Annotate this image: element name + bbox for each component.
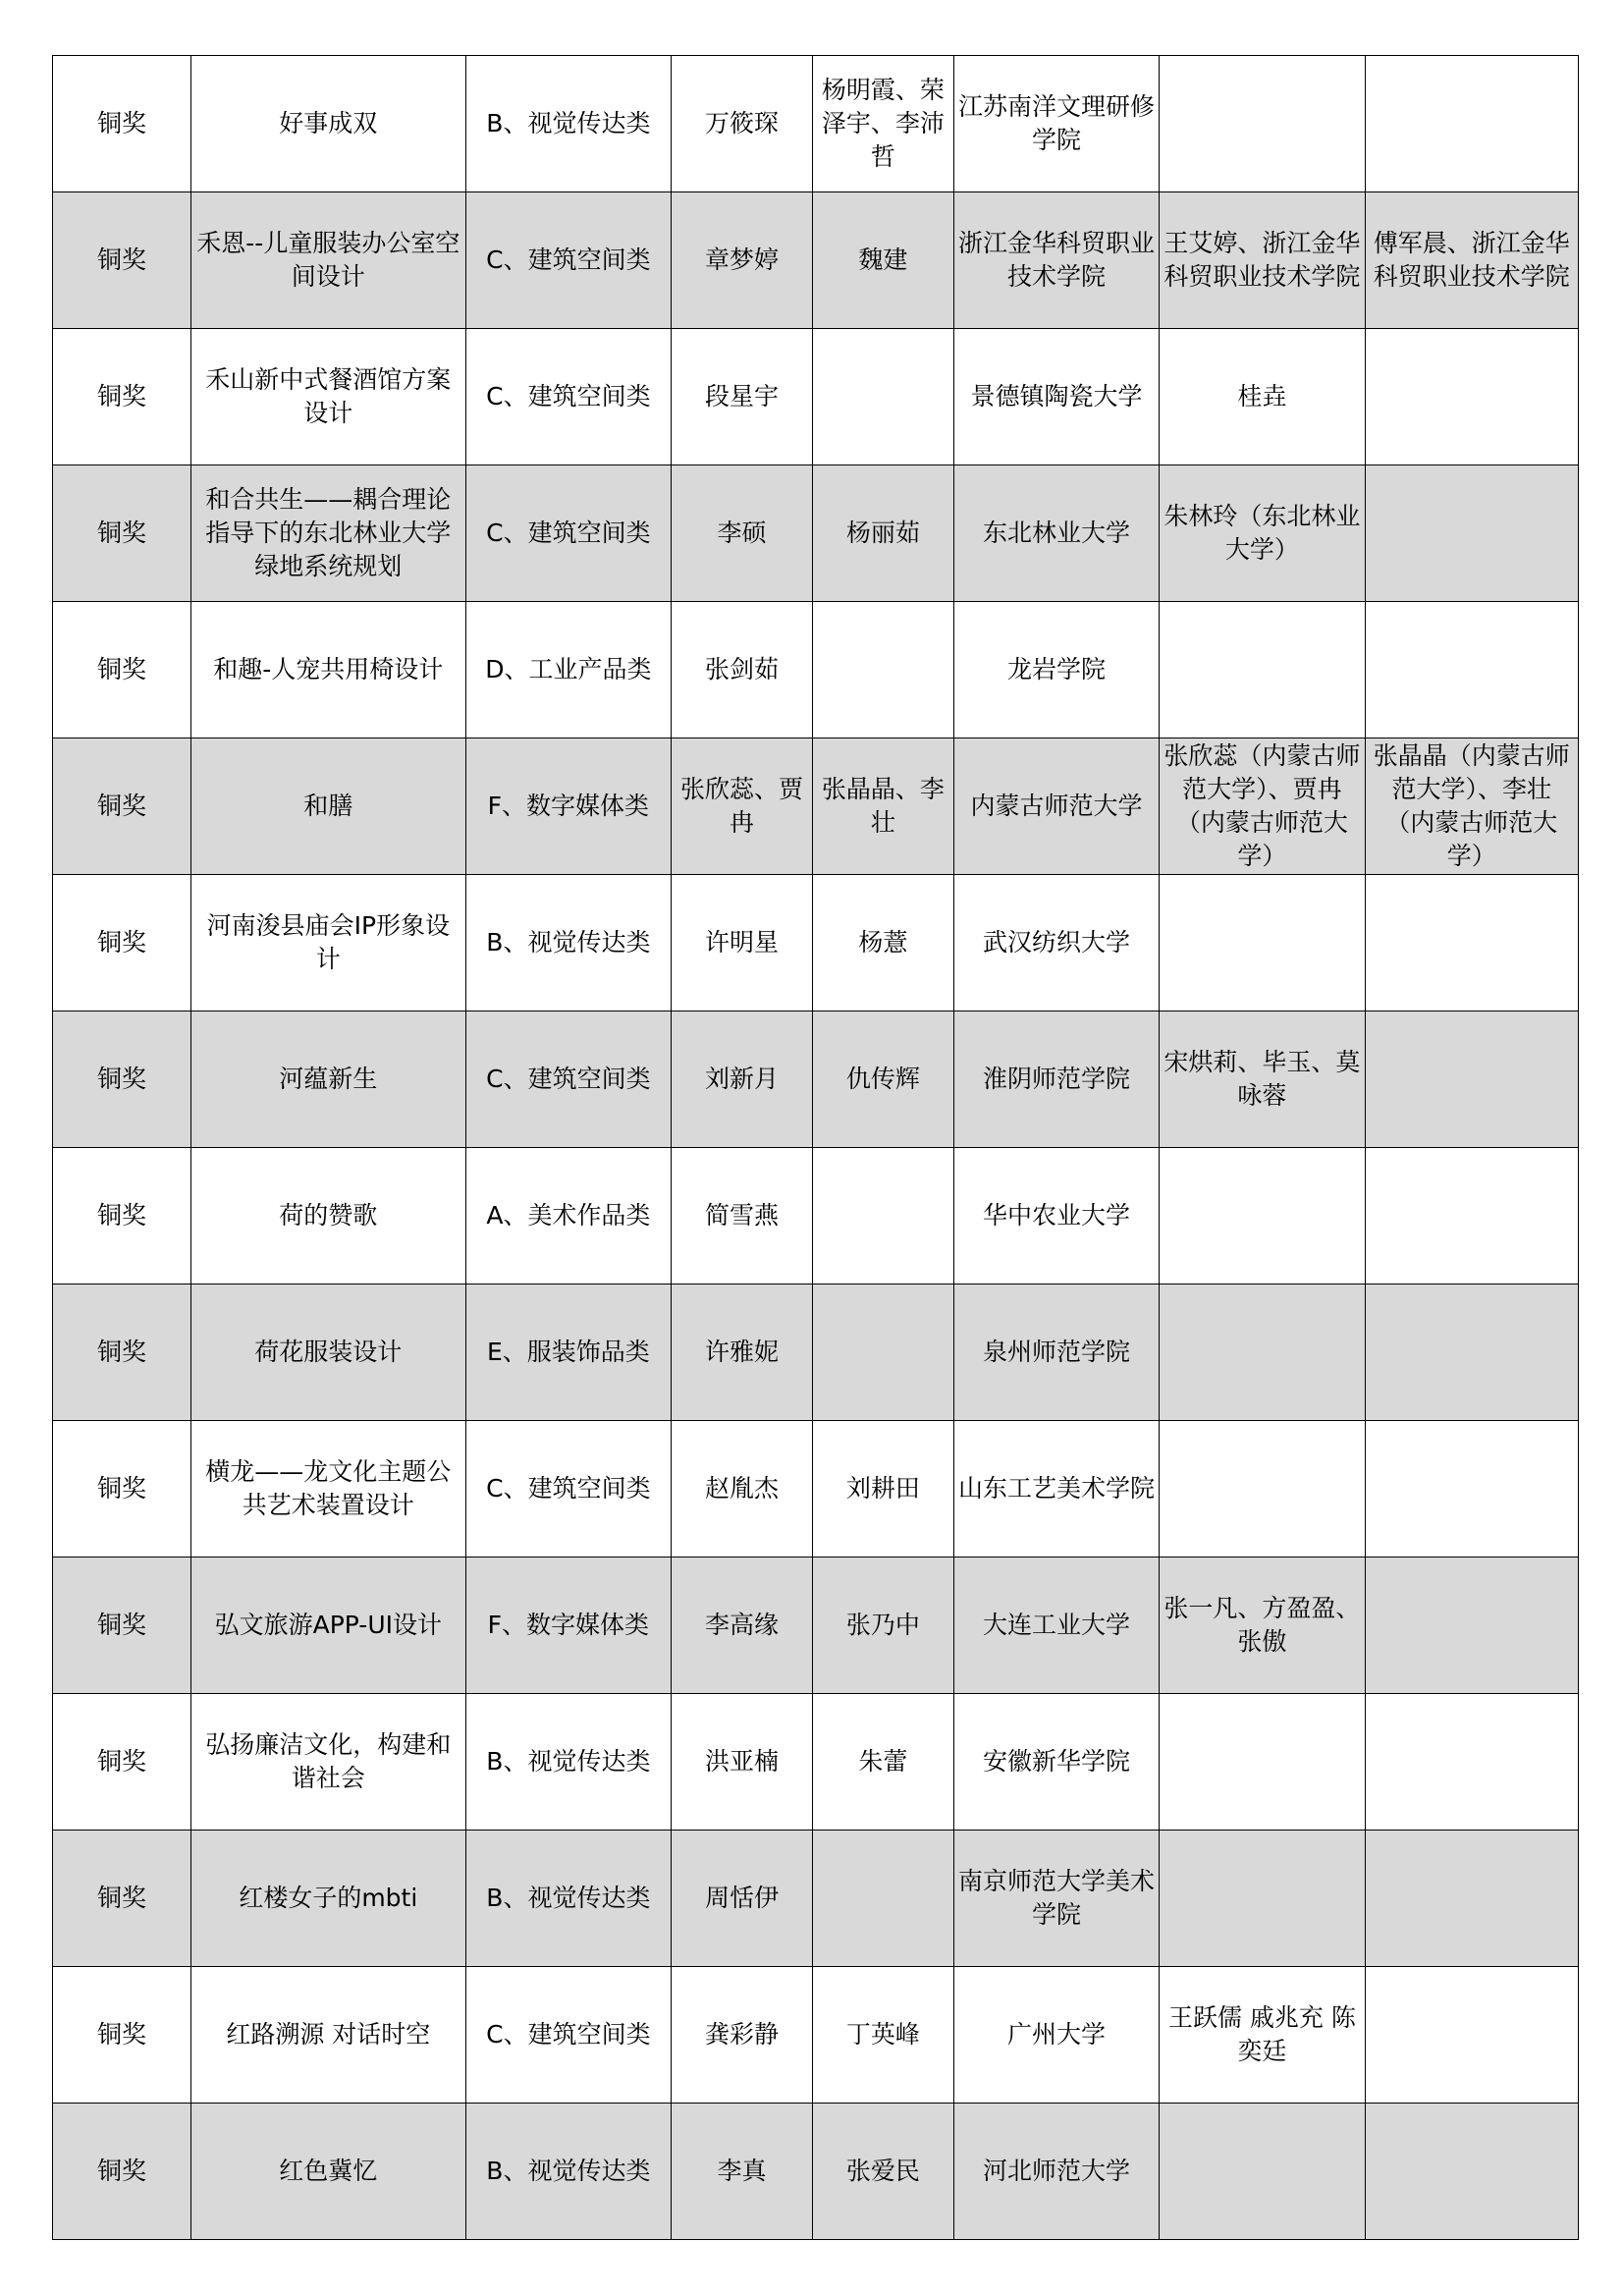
category-cell: B、视觉传达类 (465, 1694, 671, 1831)
category-cell: B、视觉传达类 (465, 2104, 671, 2240)
author-cell: 段星宇 (672, 329, 813, 465)
advisor1-cell (1160, 1694, 1365, 1831)
advisor1-cell: 朱林玲（东北林业大学） (1160, 465, 1365, 602)
school-cell: 广州大学 (953, 1967, 1159, 2104)
author-cell: 章梦婷 (672, 192, 813, 329)
award-cell: 铜奖 (53, 1285, 191, 1421)
table-row (53, 1558, 1579, 1694)
advisor2-cell (1365, 465, 1578, 602)
title-cell: 横龙——龙文化主题公共艺术装置设计 (190, 1421, 465, 1558)
title-cell: 河蕴新生 (190, 1011, 465, 1148)
award-cell: 铜奖 (53, 875, 191, 1011)
category-cell: B、视觉传达类 (465, 1831, 671, 1967)
school-cell: 内蒙古师范大学 (953, 738, 1159, 875)
category-cell: B、视觉传达类 (465, 875, 671, 1011)
advisor2-cell (1365, 875, 1578, 1011)
coauthors-cell: 张乃中 (812, 1558, 953, 1694)
advisor2-cell (1365, 1148, 1578, 1285)
school-cell: 泉州师范学院 (953, 1285, 1159, 1421)
school-cell: 武汉纺织大学 (953, 875, 1159, 1011)
advisor1-cell (1160, 1421, 1365, 1558)
author-cell: 简雪燕 (672, 1148, 813, 1285)
table-row (53, 329, 1579, 465)
author-cell: 洪亚楠 (672, 1694, 813, 1831)
award-cell: 铜奖 (53, 738, 191, 875)
table-row (53, 1694, 1579, 1831)
table-row (53, 738, 1579, 875)
coauthors-cell: 刘耕田 (812, 1421, 953, 1558)
school-cell: 淮阴师范学院 (953, 1011, 1159, 1148)
table-row (53, 602, 1579, 738)
advisor1-cell (1160, 602, 1365, 738)
coauthors-cell (812, 1285, 953, 1421)
title-cell: 荷花服装设计 (190, 1285, 465, 1421)
award-cell: 铜奖 (53, 602, 191, 738)
school-cell: 浙江金华科贸职业技术学院 (953, 192, 1159, 329)
advisor1-cell (1160, 1148, 1365, 1285)
advisor2-cell (1365, 1011, 1578, 1148)
category-cell: A、美术作品类 (465, 1148, 671, 1285)
author-cell: 刘新月 (672, 1011, 813, 1148)
title-cell: 和合共生——耦合理论指导下的东北林业大学绿地系统规划 (190, 465, 465, 602)
awards-table-body (53, 56, 1579, 2240)
author-cell: 李硕 (672, 465, 813, 602)
category-cell: C、建筑空间类 (465, 1421, 671, 1558)
award-cell: 铜奖 (53, 465, 191, 602)
author-cell: 张欣蕊、贾冉 (672, 738, 813, 875)
title-cell: 弘扬廉洁文化，构建和谐社会 (190, 1694, 465, 1831)
title-cell: 红楼女子的mbti (190, 1831, 465, 1967)
advisor2-cell (1365, 1285, 1578, 1421)
title-cell: 弘文旅游APP-UI设计 (190, 1558, 465, 1694)
advisor1-cell (1160, 1831, 1365, 1967)
category-cell: C、建筑空间类 (465, 1967, 671, 2104)
title-cell: 好事成双 (190, 56, 465, 192)
advisor1-cell (1160, 2104, 1365, 2240)
table-row (53, 1967, 1579, 2104)
category-cell: F、数字媒体类 (465, 1558, 671, 1694)
coauthors-cell: 杨明霞、荣泽宇、李沛哲 (812, 56, 953, 192)
author-cell: 许雅妮 (672, 1285, 813, 1421)
advisor2-cell (1365, 1967, 1578, 2104)
table-row (53, 1148, 1579, 1285)
category-cell: B、视觉传达类 (465, 56, 671, 192)
school-cell: 龙岩学院 (953, 602, 1159, 738)
author-cell: 李高缘 (672, 1558, 813, 1694)
title-cell: 和趣-人宠共用椅设计 (190, 602, 465, 738)
advisor2-cell (1365, 56, 1578, 192)
title-cell: 禾山新中式餐酒馆方案设计 (190, 329, 465, 465)
author-cell: 李真 (672, 2104, 813, 2240)
author-cell: 张剑茹 (672, 602, 813, 738)
table-row (53, 192, 1579, 329)
awards-sheet (52, 55, 1579, 2240)
award-cell: 铜奖 (53, 1421, 191, 1558)
category-cell: C、建筑空间类 (465, 1011, 671, 1148)
title-cell: 红路溯源 对话时空 (190, 1967, 465, 2104)
title-cell: 河南浚县庙会IP形象设计 (190, 875, 465, 1011)
advisor2-cell (1365, 1558, 1578, 1694)
title-cell: 禾恩--儿童服装办公室空间设计 (190, 192, 465, 329)
school-cell: 大连工业大学 (953, 1558, 1159, 1694)
school-cell: 南京师范大学美术学院 (953, 1831, 1159, 1967)
category-cell: E、服装饰品类 (465, 1285, 671, 1421)
school-cell: 景德镇陶瓷大学 (953, 329, 1159, 465)
award-cell: 铜奖 (53, 1148, 191, 1285)
advisor1-cell (1160, 1285, 1365, 1421)
award-cell: 铜奖 (53, 1694, 191, 1831)
coauthors-cell (812, 1148, 953, 1285)
advisor1-cell: 宋烘莉、毕玉、莫咏蓉 (1160, 1011, 1365, 1148)
advisor2-cell (1365, 1694, 1578, 1831)
category-cell: C、建筑空间类 (465, 465, 671, 602)
coauthors-cell: 杨薏 (812, 875, 953, 1011)
coauthors-cell: 张爱民 (812, 2104, 953, 2240)
advisor2-cell: 张晶晶（内蒙古师范大学）、李壮（内蒙古师范大学） (1365, 738, 1578, 875)
category-cell: D、工业产品类 (465, 602, 671, 738)
advisor1-cell: 桂垚 (1160, 329, 1365, 465)
award-cell: 铜奖 (53, 329, 191, 465)
author-cell: 周恬伊 (672, 1831, 813, 1967)
school-cell: 江苏南洋文理研修学院 (953, 56, 1159, 192)
school-cell: 山东工艺美术学院 (953, 1421, 1159, 1558)
school-cell: 华中农业大学 (953, 1148, 1159, 1285)
coauthors-cell: 魏建 (812, 192, 953, 329)
title-cell: 红色冀忆 (190, 2104, 465, 2240)
table-row (53, 465, 1579, 602)
coauthors-cell: 朱蕾 (812, 1694, 953, 1831)
category-cell: C、建筑空间类 (465, 192, 671, 329)
table-row (53, 1011, 1579, 1148)
author-cell: 万筱琛 (672, 56, 813, 192)
category-cell: F、数字媒体类 (465, 738, 671, 875)
category-cell: C、建筑空间类 (465, 329, 671, 465)
award-cell: 铜奖 (53, 1558, 191, 1694)
school-cell: 河北师范大学 (953, 2104, 1159, 2240)
title-cell: 和膳 (190, 738, 465, 875)
award-cell: 铜奖 (53, 1967, 191, 2104)
school-cell: 东北林业大学 (953, 465, 1159, 602)
award-cell: 铜奖 (53, 192, 191, 329)
coauthors-cell (812, 602, 953, 738)
table-row (53, 1831, 1579, 1967)
advisor1-cell (1160, 875, 1365, 1011)
advisor2-cell (1365, 2104, 1578, 2240)
awards-table (52, 55, 1579, 2240)
table-row (53, 1285, 1579, 1421)
school-cell: 安徽新华学院 (953, 1694, 1159, 1831)
advisor2-cell (1365, 1831, 1578, 1967)
coauthors-cell: 杨丽茹 (812, 465, 953, 602)
award-cell: 铜奖 (53, 1831, 191, 1967)
advisor1-cell: 王艾婷、浙江金华科贸职业技术学院 (1160, 192, 1365, 329)
coauthors-cell: 丁英峰 (812, 1967, 953, 2104)
author-cell: 赵胤杰 (672, 1421, 813, 1558)
advisor2-cell: 傅军晨、浙江金华科贸职业技术学院 (1365, 192, 1578, 329)
advisor2-cell (1365, 1421, 1578, 1558)
table-row (53, 1421, 1579, 1558)
table-row (53, 2104, 1579, 2240)
advisor1-cell: 张一凡、方盈盈、张傲 (1160, 1558, 1365, 1694)
award-cell: 铜奖 (53, 56, 191, 192)
advisor2-cell (1365, 329, 1578, 465)
author-cell: 龚彩静 (672, 1967, 813, 2104)
award-cell: 铜奖 (53, 1011, 191, 1148)
coauthors-cell: 仇传辉 (812, 1011, 953, 1148)
coauthors-cell (812, 1831, 953, 1967)
table-row (53, 875, 1579, 1011)
table-row (53, 56, 1579, 192)
advisor2-cell (1365, 602, 1578, 738)
advisor1-cell (1160, 56, 1365, 192)
advisor1-cell: 张欣蕊（内蒙古师范大学）、贾冉（内蒙古师范大学） (1160, 738, 1365, 875)
advisor1-cell: 王跃儒 戚兆充 陈奕廷 (1160, 1967, 1365, 2104)
award-cell: 铜奖 (53, 2104, 191, 2240)
author-cell: 许明星 (672, 875, 813, 1011)
coauthors-cell (812, 329, 953, 465)
coauthors-cell: 张晶晶、李壮 (812, 738, 953, 875)
title-cell: 荷的赞歌 (190, 1148, 465, 1285)
